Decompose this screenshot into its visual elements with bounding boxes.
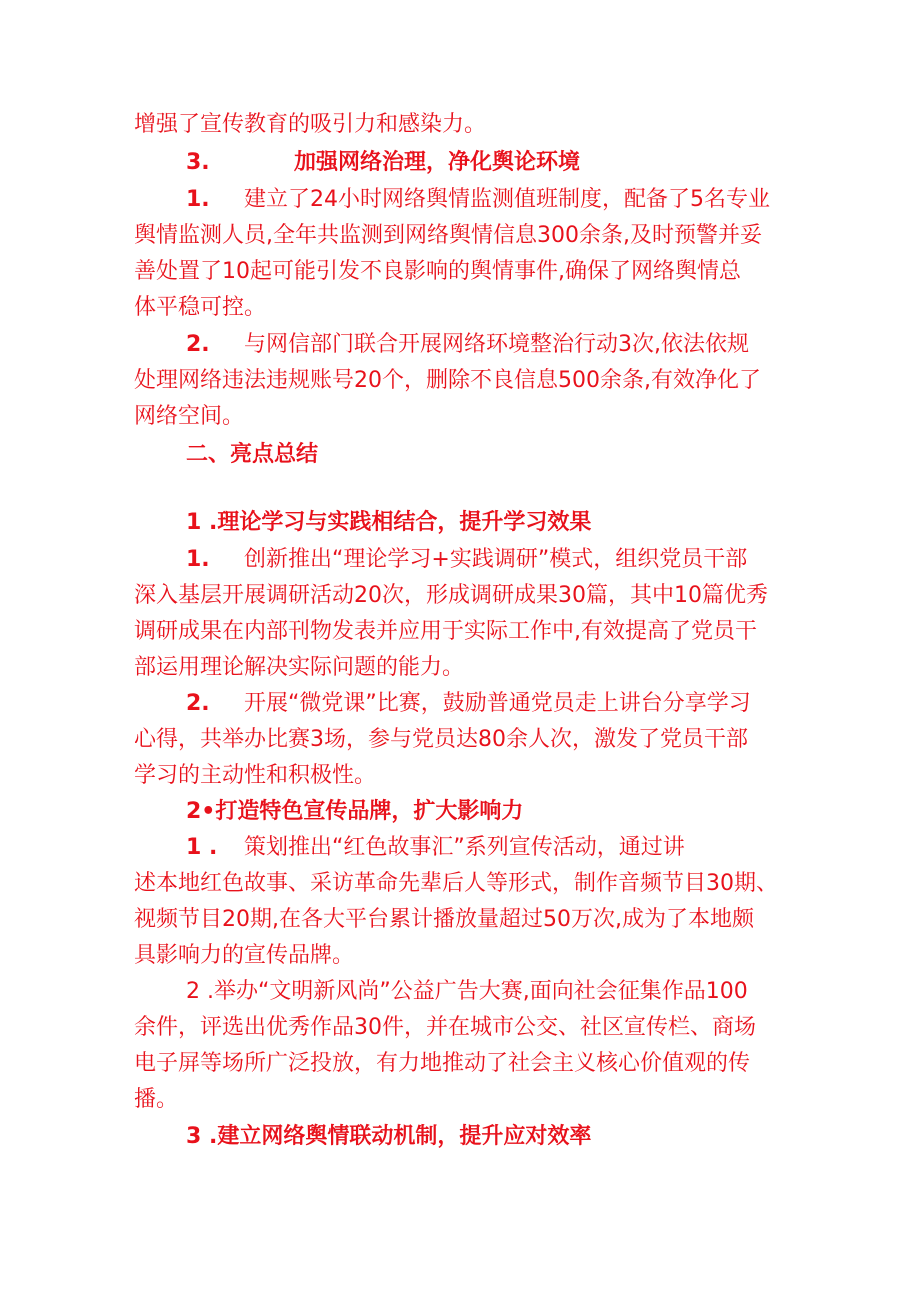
paragraph-line: 电子屏等场所广泛投放，有力地推动了社会主义核心价值观的传 bbox=[134, 1051, 751, 1076]
paragraph-line bbox=[186, 330, 749, 360]
paragraph-line: 舆情监测人员,全年共监测到网络舆情信息300余条,及时预警并妥 bbox=[134, 223, 762, 248]
paragraph-line bbox=[186, 833, 685, 863]
paragraph-line: 网络空间。 bbox=[134, 404, 245, 429]
paragraph-line: 视频节目20期,在各大平台累计播放量超过50万次,成为了本地颇 bbox=[134, 907, 754, 932]
paragraph-line bbox=[186, 185, 770, 215]
item-text: 建立了24小时网络舆情监测值班制度，配备了5名专业 bbox=[244, 187, 770, 212]
paragraph-line: 述本地红色故事、采访革命先辈后人等形式，制作音频节目30期、 bbox=[134, 871, 778, 896]
paragraph-line: 调研成果在内部刊物发表并应用于实际工作中,有效提高了党员干 bbox=[134, 619, 757, 644]
subsection-heading: 1 .理论学习与实践相结合，提升学习效果 bbox=[186, 510, 592, 535]
paragraph-line: 学习的主动性和积极性。 bbox=[134, 763, 377, 788]
subsection-heading: 3 .建立网络舆情联动机制，提升应对效率 bbox=[186, 1124, 592, 1149]
item-text: 策划推出“红色故事汇”系列宣传活动，通过讲 bbox=[244, 835, 685, 860]
paragraph-line: 深入基层开展调研活动20次，形成调研成果30篇，其中10篇优秀 bbox=[134, 583, 768, 608]
paragraph-line: 2 .举办“文明新风尚”公益广告大赛,面向社会征集作品100 bbox=[186, 979, 748, 1004]
heading-number: 3. bbox=[186, 150, 210, 175]
item-number: 1 . bbox=[186, 835, 218, 860]
paragraph-line: 播。 bbox=[134, 1087, 179, 1112]
section-heading bbox=[186, 148, 580, 178]
item-number: 1. bbox=[186, 547, 210, 572]
paragraph-line: 善处置了10起可能引发不良影响的舆情事件,确保了网络舆情总 bbox=[134, 259, 741, 284]
paragraph-line: 体平稳可控。 bbox=[134, 295, 267, 320]
item-number: 2. bbox=[186, 332, 210, 357]
paragraph-line: 处理网络违法违规账号20个，删除不良信息500余条,有效净化了 bbox=[134, 368, 761, 393]
paragraph-line: 具影响力的宣传品牌。 bbox=[134, 943, 355, 968]
paragraph-line bbox=[186, 545, 747, 575]
item-text: 开展“微党课”比赛，鼓励普通党员走上讲台分享学习 bbox=[244, 691, 751, 716]
subsection-heading: 2•打造特色宣传品牌，扩大影响力 bbox=[186, 799, 524, 824]
item-number: 2. bbox=[186, 691, 210, 716]
paragraph-line: 心得，共举办比赛3场，参与党员达80余人次，激发了党员干部 bbox=[134, 727, 748, 752]
item-number: 1. bbox=[186, 187, 210, 212]
item-text: 与网信部门联合开展网络环境整治行动3次,依法依规 bbox=[244, 332, 749, 357]
paragraph-line: 部运用理论解决实际问题的能力。 bbox=[134, 655, 465, 680]
heading-text: 加强网络治理，净化舆论环境 bbox=[294, 150, 581, 175]
paragraph-line bbox=[186, 689, 751, 719]
section-title: 二、亮点总结 bbox=[186, 442, 319, 467]
paragraph-line: 增强了宣传教育的吸引力和感染力。 bbox=[134, 112, 487, 137]
paragraph-line: 余件，评选出优秀作品30件，并在城市公交、社区宣传栏、商场 bbox=[134, 1015, 756, 1040]
item-text: 创新推出“理论学习+实践调研”模式，组织党员干部 bbox=[244, 547, 748, 572]
